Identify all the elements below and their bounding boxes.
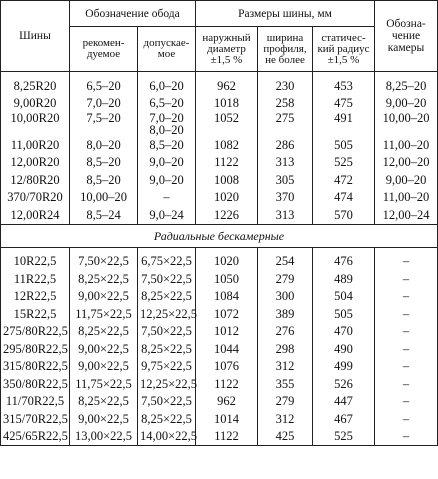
- table-row: [1, 305, 438, 323]
- cell-recommended-rim: 8,5–20: [70, 171, 138, 189]
- cell-permissible-rim: 8,25×22,5: [138, 410, 196, 428]
- cell-tyre: 315/70R22,5: [1, 410, 70, 428]
- cell-tyre: 15R22,5: [1, 305, 70, 323]
- cell-permissible-rim: 7,50×22,5: [138, 393, 196, 411]
- cell-outer-diameter: 1072: [196, 305, 258, 323]
- cell-tube: –: [375, 247, 438, 270]
- cell-tyre: 12,00R20: [1, 154, 70, 172]
- cell-profile-width: 312: [258, 410, 313, 428]
- cell-tyre: 425/65R22,5: [1, 428, 70, 446]
- cell-tube: –: [375, 428, 438, 446]
- cell-profile-width: 313: [258, 154, 313, 172]
- cell-tyre: 295/80R22,5: [1, 340, 70, 358]
- cell-permissible-rim: 6,0–20: [138, 72, 196, 95]
- header-permissible: допускае- мое: [138, 27, 196, 72]
- cell-tube: 8,25–20: [375, 72, 438, 95]
- cell-tyre: 11,00R20: [1, 136, 70, 154]
- cell-tyre: 11/70R22,5: [1, 393, 70, 411]
- cell-outer-diameter: 1122: [196, 375, 258, 393]
- cell-recommended-rim: 8,25×22,5: [70, 393, 138, 411]
- cell-static-radius: 570: [313, 206, 375, 224]
- cell-outer-diameter: 1020: [196, 189, 258, 207]
- cell-tube: –: [375, 270, 438, 288]
- cell-permissible-rim: –: [138, 189, 196, 207]
- cell-tube: 11,00–20: [375, 189, 438, 207]
- cell-tube: 10,00–20: [375, 112, 438, 136]
- cell-static-radius: 504: [313, 288, 375, 306]
- table-row: [1, 358, 438, 376]
- cell-outer-diameter: 1122: [196, 154, 258, 172]
- cell-static-radius: 447: [313, 393, 375, 411]
- cell-tube: 12,00–24: [375, 206, 438, 224]
- cell-tube: –: [375, 410, 438, 428]
- cell-recommended-rim: 9,00×22,5: [70, 288, 138, 306]
- cell-tube: –: [375, 358, 438, 376]
- cell-outer-diameter: 1008: [196, 171, 258, 189]
- table-row: [1, 112, 438, 136]
- cell-tube: 9,00–20: [375, 171, 438, 189]
- table-row: [1, 428, 438, 446]
- cell-recommended-rim: 9,00×22,5: [70, 340, 138, 358]
- cell-static-radius: 474: [313, 189, 375, 207]
- tube-tyres-body: [1, 72, 438, 225]
- cell-recommended-rim: 11,75×22,5: [70, 375, 138, 393]
- cell-static-radius: 476: [313, 247, 375, 270]
- cell-recommended-rim: 7,0–20: [70, 95, 138, 113]
- cell-static-radius: 526: [313, 375, 375, 393]
- cell-profile-width: 389: [258, 305, 313, 323]
- cell-outer-diameter: 1076: [196, 358, 258, 376]
- cell-tyre: 11R22,5: [1, 270, 70, 288]
- cell-profile-width: 279: [258, 393, 313, 411]
- table-row: [1, 154, 438, 172]
- cell-tyre: 350/80R22,5: [1, 375, 70, 393]
- cell-outer-diameter: 1052: [196, 112, 258, 136]
- cell-tube: –: [375, 323, 438, 341]
- cell-permissible-rim: 8,25×22,5: [138, 288, 196, 306]
- cell-outer-diameter: 1084: [196, 288, 258, 306]
- cell-profile-width: 258: [258, 95, 313, 113]
- cell-outer-diameter: 1012: [196, 323, 258, 341]
- table-row: [1, 270, 438, 288]
- cell-permissible-rim: 8,25×22,5: [138, 340, 196, 358]
- cell-recommended-rim: 11,75×22,5: [70, 305, 138, 323]
- cell-permissible-rim: 9,0–20: [138, 171, 196, 189]
- cell-recommended-rim: 6,5–20: [70, 72, 138, 95]
- cell-permissible-rim: 12,25×22,5: [138, 305, 196, 323]
- cell-outer-diameter: 1122: [196, 428, 258, 446]
- cell-profile-width: 305: [258, 171, 313, 189]
- cell-static-radius: 499: [313, 358, 375, 376]
- cell-recommended-rim: 13,00×22,5: [70, 428, 138, 446]
- cell-profile-width: 275: [258, 112, 313, 136]
- cell-tyre: 12R22,5: [1, 288, 70, 306]
- cell-tyre: 8,25R20: [1, 72, 70, 95]
- cell-profile-width: 355: [258, 375, 313, 393]
- table-row: [1, 393, 438, 411]
- cell-profile-width: 312: [258, 358, 313, 376]
- cell-tube: –: [375, 393, 438, 411]
- cell-tube: –: [375, 375, 438, 393]
- cell-profile-width: 425: [258, 428, 313, 446]
- table-row: [1, 288, 438, 306]
- cell-profile-width: 370: [258, 189, 313, 207]
- cell-profile-width: 230: [258, 72, 313, 95]
- cell-tube: 11,00–20: [375, 136, 438, 154]
- cell-recommended-rim: 7,50×22,5: [70, 247, 138, 270]
- cell-tyre: 275/80R22,5: [1, 323, 70, 341]
- table-row: [1, 323, 438, 341]
- cell-recommended-rim: 8,25×22,5: [70, 323, 138, 341]
- table-row: [1, 410, 438, 428]
- cell-recommended-rim: 9,00×22,5: [70, 358, 138, 376]
- cell-tyre: 315/80R22,5: [1, 358, 70, 376]
- cell-static-radius: 475: [313, 95, 375, 113]
- cell-tube: 12,00–20: [375, 154, 438, 172]
- section-title: Радиальные бескамерные: [1, 224, 438, 247]
- cell-recommended-rim: 7,5–20: [70, 112, 138, 136]
- cell-permissible-rim: 9,0–20: [138, 154, 196, 172]
- cell-profile-width: 279: [258, 270, 313, 288]
- cell-static-radius: 470: [313, 323, 375, 341]
- tubeless-tyres-body: [1, 247, 438, 446]
- cell-tyre: 370/70R20: [1, 189, 70, 207]
- header-tube-designation: Обозна- чение камеры: [375, 1, 438, 72]
- cell-outer-diameter: 1082: [196, 136, 258, 154]
- cell-outer-diameter: 1226: [196, 206, 258, 224]
- cell-permissible-rim: 14,00×22,5: [138, 428, 196, 446]
- section-divider: [1, 224, 438, 247]
- cell-profile-width: 300: [258, 288, 313, 306]
- cell-outer-diameter: 1044: [196, 340, 258, 358]
- cell-permissible-rim: 9,0–24: [138, 206, 196, 224]
- cell-profile-width: 254: [258, 247, 313, 270]
- table-row: [1, 340, 438, 358]
- table-row: [1, 189, 438, 207]
- cell-tyre: 9,00R20: [1, 95, 70, 113]
- table-row: [1, 95, 438, 113]
- cell-recommended-rim: 10,00–20: [70, 189, 138, 207]
- header-profile-width: ширина профиля, не более: [258, 27, 313, 72]
- cell-static-radius: 505: [313, 305, 375, 323]
- cell-permissible-rim: 7,50×22,5: [138, 270, 196, 288]
- cell-outer-diameter: 1014: [196, 410, 258, 428]
- cell-recommended-rim: 8,5–20: [70, 154, 138, 172]
- table-row: [1, 72, 438, 95]
- table-row: [1, 136, 438, 154]
- cell-static-radius: 505: [313, 136, 375, 154]
- cell-permissible-rim: 7,0–20 8,0–20: [138, 112, 196, 136]
- cell-static-radius: 489: [313, 270, 375, 288]
- cell-recommended-rim: 8,0–20: [70, 136, 138, 154]
- table-row: [1, 171, 438, 189]
- cell-permissible-rim: 6,75×22,5: [138, 247, 196, 270]
- cell-static-radius: 453: [313, 72, 375, 95]
- cell-permissible-rim: 7,50×22,5: [138, 323, 196, 341]
- cell-outer-diameter: 962: [196, 393, 258, 411]
- cell-profile-width: 313: [258, 206, 313, 224]
- header-outer-diameter: наружный диаметр ±1,5 %: [196, 27, 258, 72]
- cell-static-radius: 525: [313, 428, 375, 446]
- cell-tube: –: [375, 288, 438, 306]
- cell-permissible-rim: 9,75×22,5: [138, 358, 196, 376]
- cell-tyre: 12/80R20: [1, 171, 70, 189]
- cell-tyre: 10R22,5: [1, 247, 70, 270]
- cell-tube: –: [375, 340, 438, 358]
- table-row: [1, 206, 438, 224]
- header-static-radius: статичес- кий радиус ±1,5 %: [313, 27, 375, 72]
- cell-profile-width: 298: [258, 340, 313, 358]
- header-recommended: рекомен- дуемое: [70, 27, 138, 72]
- cell-outer-diameter: 1018: [196, 95, 258, 113]
- cell-tube: –: [375, 305, 438, 323]
- header-rim-designation: Обозначение обода: [70, 1, 196, 27]
- cell-tyre: 12,00R24: [1, 206, 70, 224]
- cell-profile-width: 286: [258, 136, 313, 154]
- cell-permissible-rim: 6,5–20: [138, 95, 196, 113]
- cell-static-radius: 467: [313, 410, 375, 428]
- table-row: [1, 247, 438, 270]
- cell-static-radius: 472: [313, 171, 375, 189]
- cell-outer-diameter: 1050: [196, 270, 258, 288]
- cell-recommended-rim: 8,25×22,5: [70, 270, 138, 288]
- table-row: [1, 375, 438, 393]
- cell-recommended-rim: 8,5–24: [70, 206, 138, 224]
- cell-static-radius: 491: [313, 112, 375, 136]
- header-tyre-dimensions: Размеры шины, мм: [196, 1, 375, 27]
- header-tyres: Шины: [1, 1, 70, 72]
- cell-outer-diameter: 1020: [196, 247, 258, 270]
- cell-static-radius: 525: [313, 154, 375, 172]
- table-header: [1, 1, 438, 72]
- cell-tube: 9,00–20: [375, 95, 438, 113]
- cell-recommended-rim: 9,00×22,5: [70, 410, 138, 428]
- cell-permissible-rim: 8,5–20: [138, 136, 196, 154]
- cell-static-radius: 490: [313, 340, 375, 358]
- cell-permissible-rim: 12,25×22,5: [138, 375, 196, 393]
- cell-outer-diameter: 962: [196, 72, 258, 95]
- cell-profile-width: 276: [258, 323, 313, 341]
- cell-tyre: 10,00R20: [1, 112, 70, 136]
